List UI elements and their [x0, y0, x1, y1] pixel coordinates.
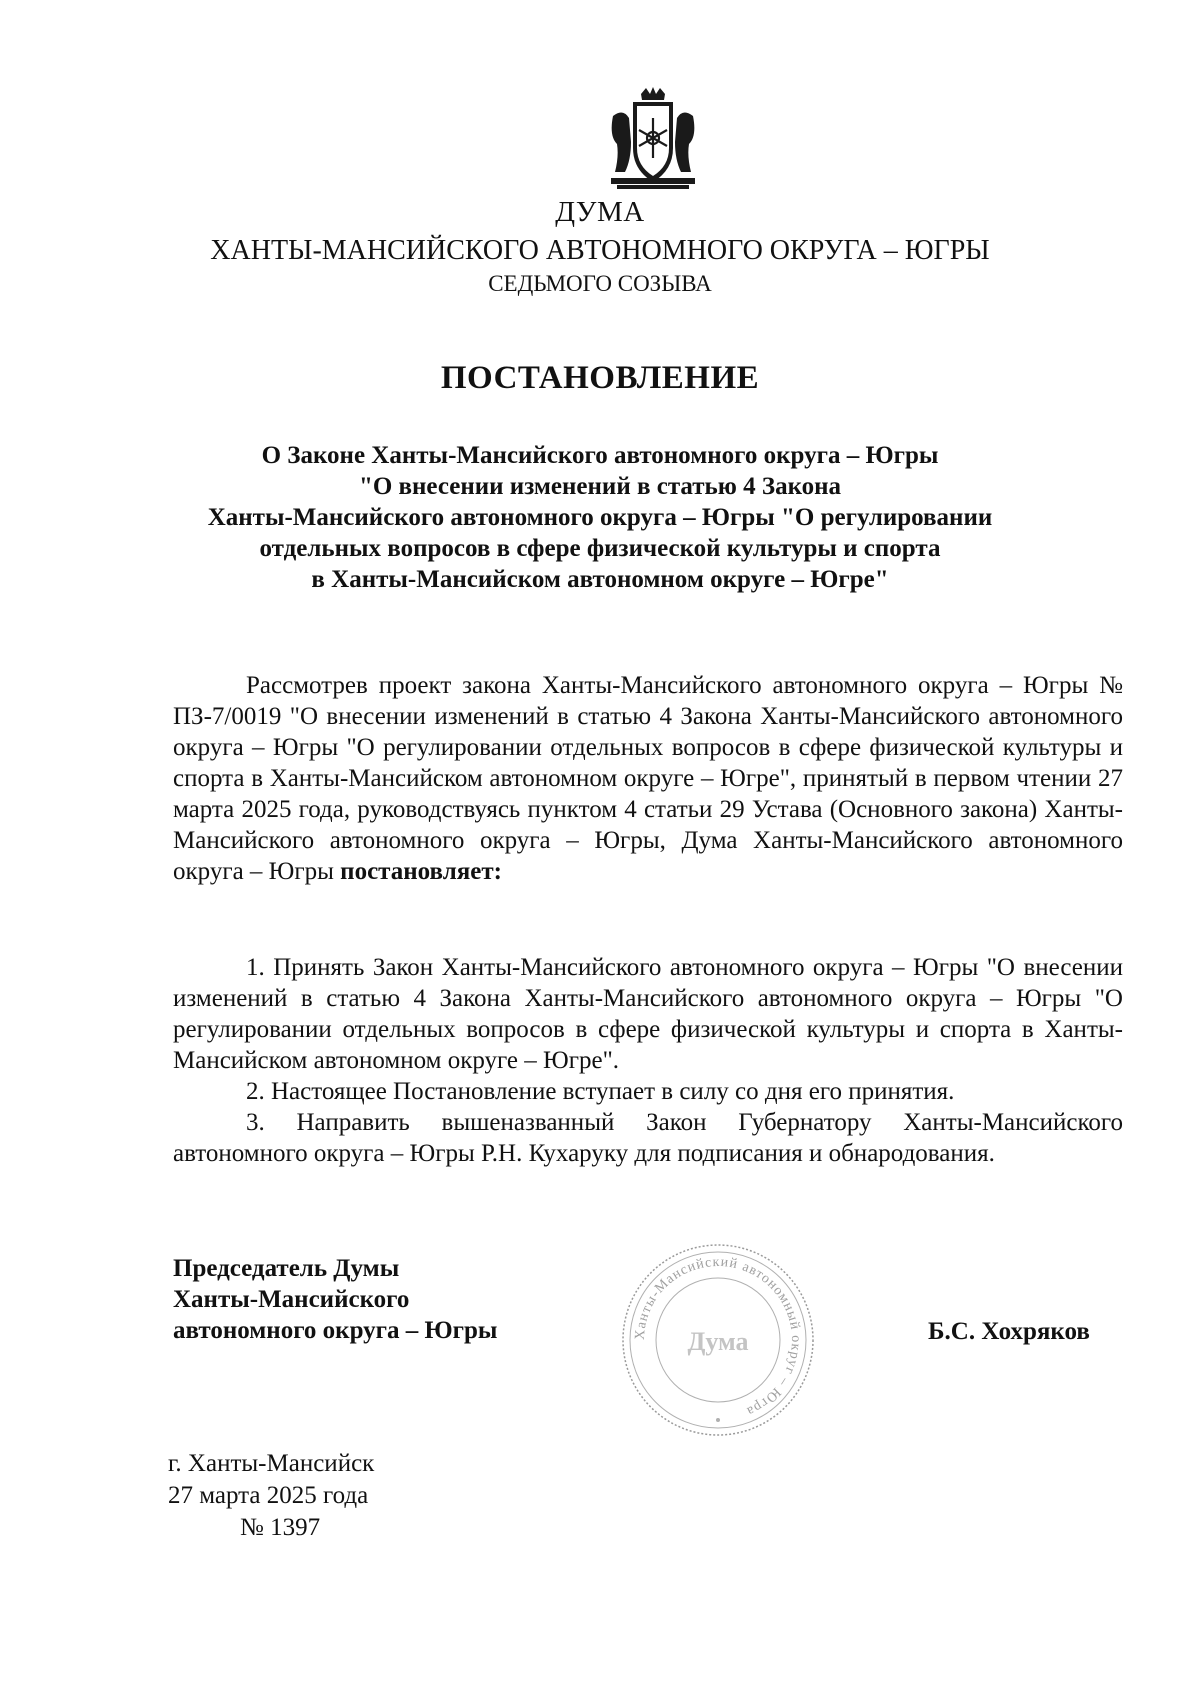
- document-date: 27 марта 2025 года: [168, 1482, 369, 1509]
- resolution-point: 2. Настоящее Постановление вступает в силу со дня его принятия.: [246, 1078, 955, 1105]
- document-number: № 1397: [240, 1514, 321, 1541]
- resolves-word: постановляет:: [340, 858, 502, 885]
- document-title-line: Ханты-Мансийского автономного округа – Югры "О регулировании: [207, 504, 993, 531]
- document-title-line: отдельных вопросов в сфере физической культуры и спорта: [259, 535, 941, 562]
- document-type: ПОСТАНОВЛЕНИЕ: [440, 360, 760, 396]
- preamble-paragraph: [173, 670, 1123, 887]
- seal-center-text: Дума: [687, 1327, 749, 1356]
- resolution-points: [173, 952, 1123, 1169]
- khmao-coat-of-arms-icon: [603, 86, 703, 192]
- place-date-block: [168, 1448, 374, 1544]
- signatory-title-line: Председатель Думы: [173, 1255, 400, 1282]
- org-full-name: ХАНТЫ-МАНСИЙСКОГО АВТОНОМНОГО ОКРУГА – ЮГРЫ: [210, 235, 990, 266]
- document-title-line: в Ханты-Мансийском автономном округе – Югре": [311, 566, 889, 593]
- preamble-block: [173, 670, 1123, 887]
- seal-ring-text: Ханты-Мансийский автономный округ – Югра: [632, 1254, 804, 1419]
- org-name: ДУМА: [555, 196, 645, 228]
- signatory-title-line: автономного округа – Югры: [173, 1317, 498, 1344]
- document-title-line: "О внесении изменений в статью 4 Закона: [358, 473, 842, 500]
- round-seal-icon: [618, 1240, 818, 1440]
- resolution-point: 3. Направить вышеназванный Закон Губернатору Ханты-Мансийского автономного округа – Югры Р.Н. Кухаруку для подписания и обнародования.: [173, 1109, 1123, 1167]
- signatory-title-line: Ханты-Мансийского: [173, 1286, 410, 1313]
- org-convocation: СЕДЬМОГО СОЗЫВА: [488, 271, 712, 296]
- document-title-line: О Законе Ханты-Мансийского автономного округа – Югры: [261, 442, 939, 469]
- resolution-point: 1. Принять Закон Ханты-Мансийского автономного округа – Югры "О внесении изменений в статью 4 Закона Ханты-Мансийского автономного округа – Югры "О регулировании отдельных вопросов в сфере физической культуры и спорта в Ханты-Мансийском автономном округе – Югре".: [173, 954, 1123, 1074]
- document-title: [180, 440, 1020, 595]
- signatory-name: Б.С. Хохряков: [928, 1318, 1090, 1345]
- document-place: г. Ханты-Мансийск: [168, 1450, 375, 1477]
- preamble-text: Рассмотрев проект закона Ханты-Мансийского автономного округа – Югры № ПЗ-7/0019 "О внесении изменений в статью 4 Закона Ханты-Мансийского автономного округа – Югры "О регулировании отдельных вопросов в сфере физической культуры и спорта в Ханты-Мансийском автономном округе – Югре", принятый в первом чтении 27 марта 2025 года, руководствуясь пунктом 4 статьи 29 Устава (Основного закона) Ханты-Мансийского автономного округа – Югры, Дума Ханты-Мансийского автономного округа – Югры: [173, 672, 1123, 885]
- signatory-title: [173, 1253, 497, 1346]
